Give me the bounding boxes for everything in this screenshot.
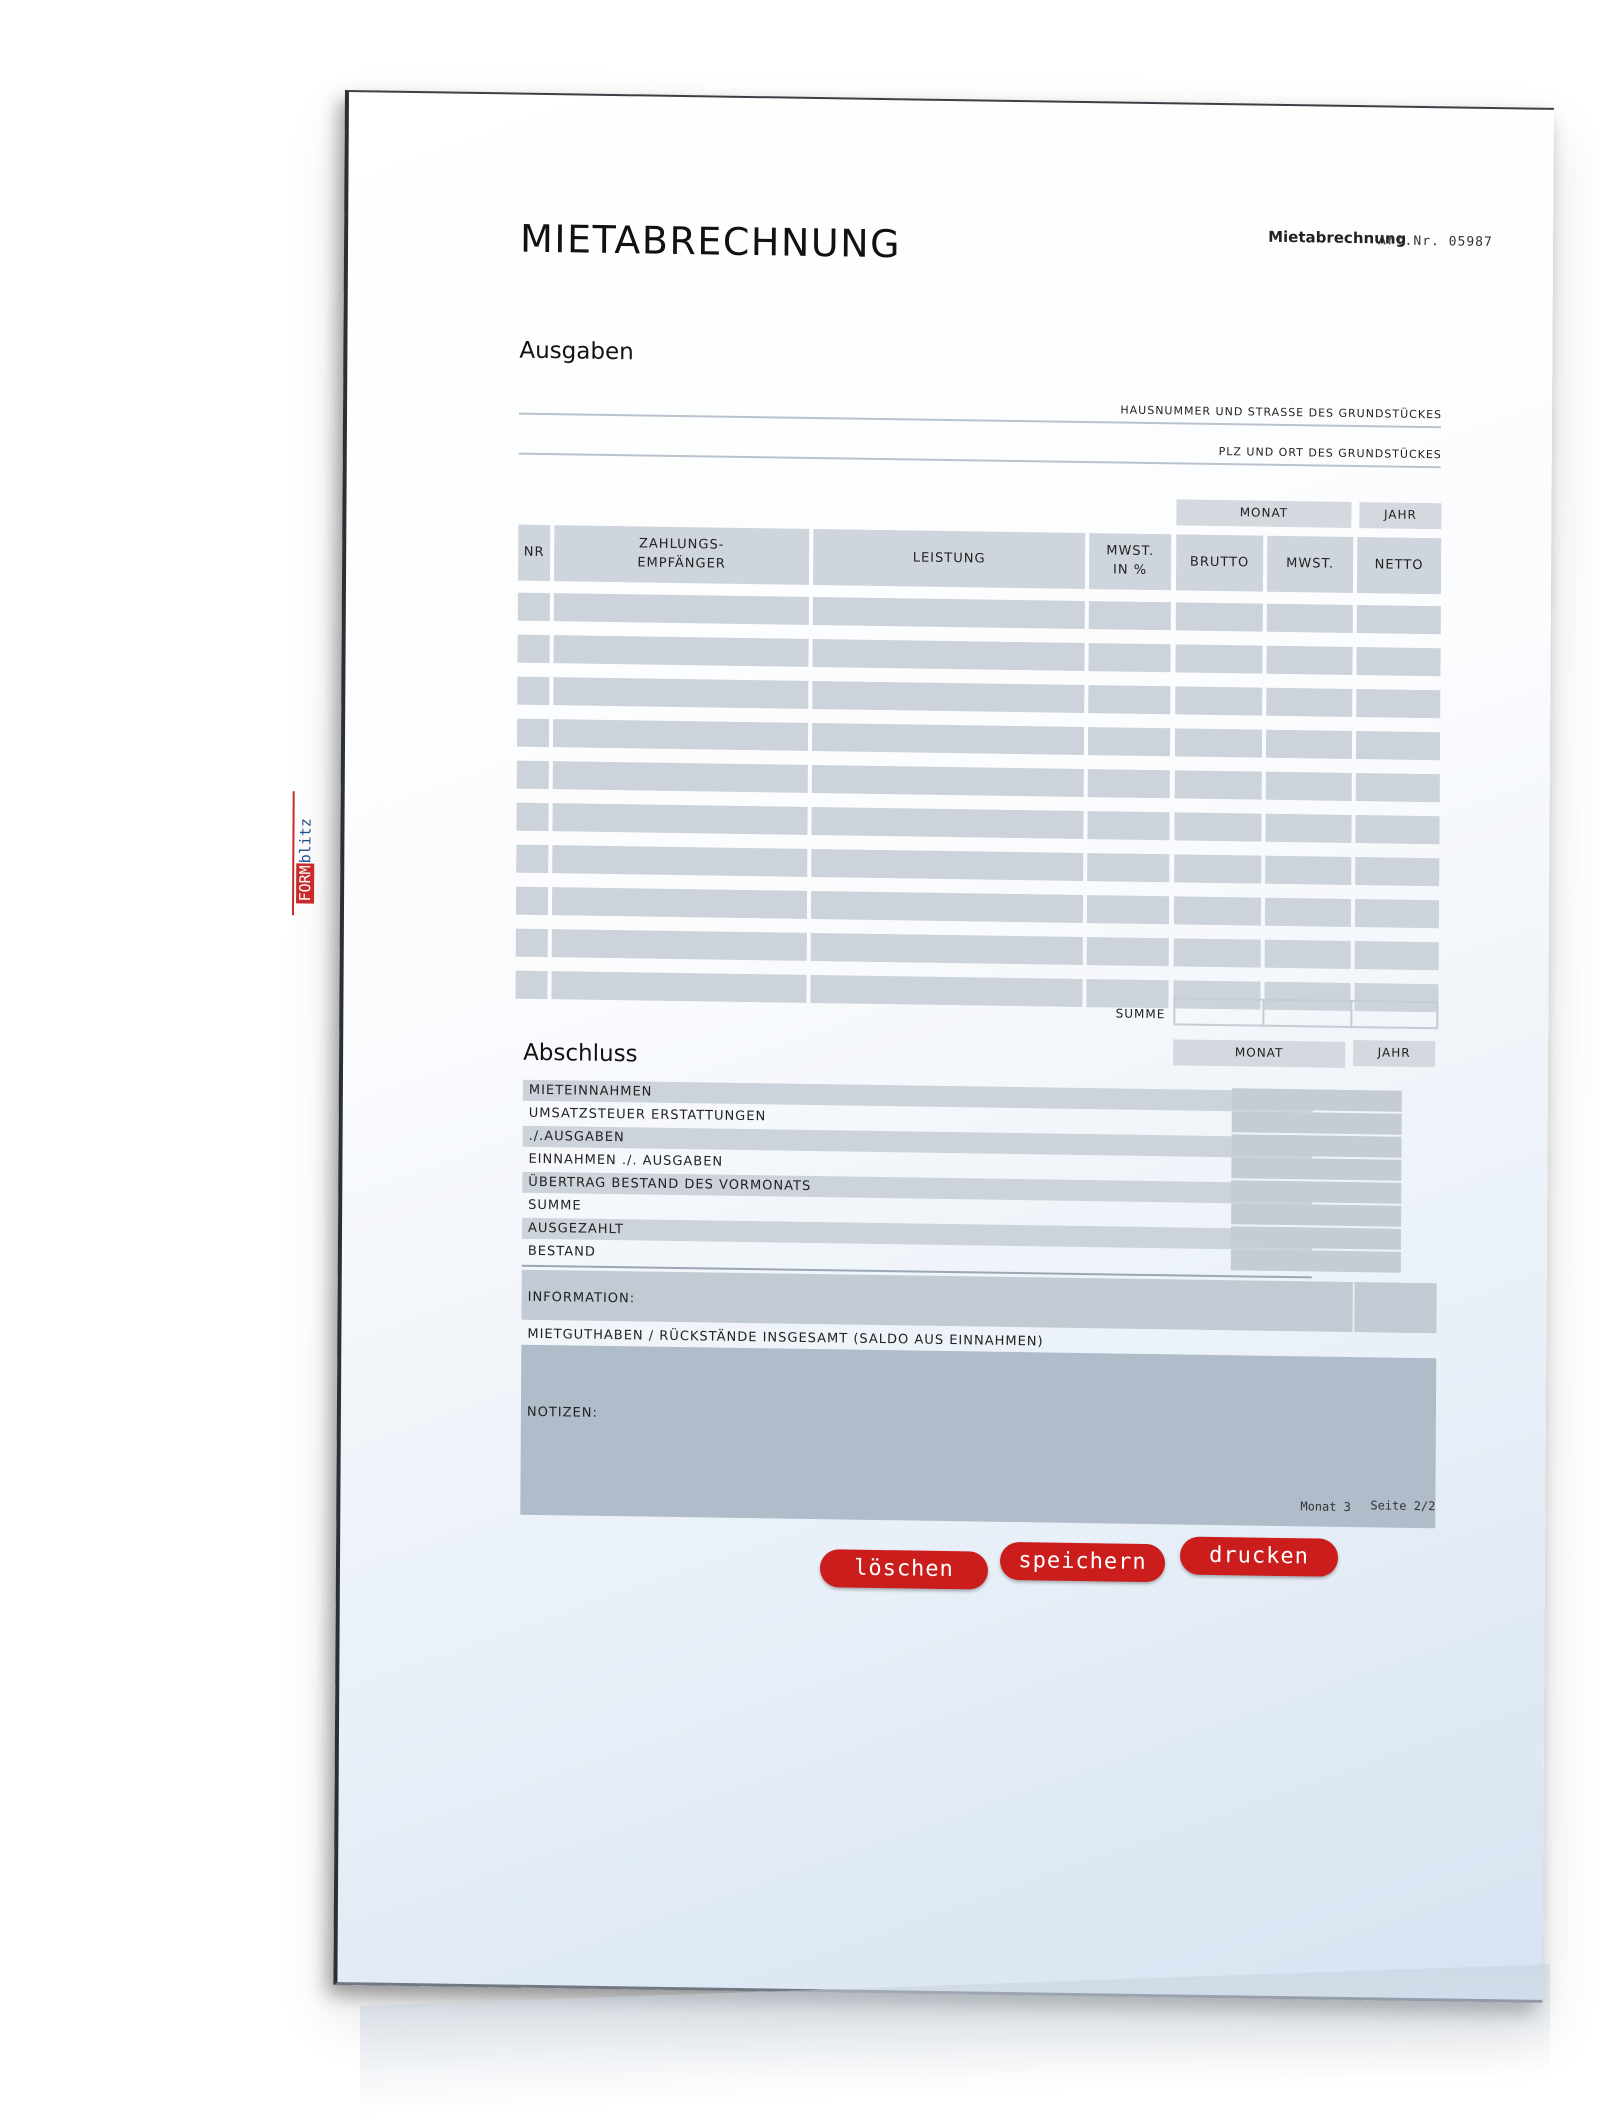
cell-mwst_pct[interactable]	[1087, 937, 1169, 966]
cell-leistung[interactable]	[811, 933, 1083, 965]
document-title: MIETABRECHNUNG	[519, 216, 902, 267]
cell-mwst[interactable]	[1265, 814, 1351, 843]
table-row	[349, 92, 1554, 110]
cell-nr[interactable]	[515, 971, 547, 999]
table-row	[349, 92, 1554, 110]
cell-nr[interactable]	[516, 887, 548, 915]
summary-row-label: EINNAHMEN ./. AUSGABEN	[528, 1151, 724, 1170]
expense-rows	[349, 92, 1554, 110]
summary-row-value[interactable]	[1231, 1226, 1401, 1250]
delete-button[interactable]: löschen	[820, 1549, 988, 1589]
summary-row-label: ./.AUSGABEN	[528, 1128, 625, 1146]
information-sublabel: MIETGUTHABEN / RÜCKSTÄNDE INSGESAMT (SALDO AUS EINNAHMEN)	[527, 1326, 1044, 1350]
cell-empfaenger[interactable]	[552, 803, 807, 835]
information-box[interactable]	[521, 1270, 1436, 1334]
cell-mwst_pct[interactable]	[1087, 895, 1169, 924]
address-city-label: PLZ UND ORT DES GRUNDSTÜCKES	[1218, 444, 1442, 462]
cell-brutto[interactable]	[1175, 770, 1262, 799]
cell-empfaenger[interactable]	[552, 887, 807, 919]
cell-nr[interactable]	[516, 845, 548, 873]
cell-mwst[interactable]	[1266, 688, 1352, 717]
address-street-label: HAUSNUMMER UND STRASSE DES GRUNDSTÜCKES	[1120, 403, 1443, 422]
column-header-mwst: MWST.	[1267, 536, 1353, 593]
print-button[interactable]: drucken	[1180, 1536, 1338, 1576]
summary-row-value[interactable]	[1231, 1180, 1401, 1204]
cell-brutto[interactable]	[1174, 854, 1261, 883]
article-number: Art.Nr. 05987	[1378, 233, 1493, 251]
abschluss-month-header: MONAT	[1173, 1039, 1345, 1068]
cell-empfaenger[interactable]	[553, 719, 808, 751]
summary-row-value[interactable]	[1231, 1157, 1401, 1181]
cell-mwst[interactable]	[1266, 730, 1352, 759]
cell-mwst_pct[interactable]	[1088, 643, 1170, 672]
table-row	[349, 92, 1554, 110]
cell-leistung[interactable]	[811, 849, 1083, 881]
cell-leistung[interactable]	[812, 765, 1084, 797]
table-row	[349, 92, 1554, 110]
cell-empfaenger[interactable]	[552, 929, 807, 961]
summary-row-label: UMSATZSTEUER ERSTATTUNGEN	[528, 1105, 767, 1125]
table-row	[349, 92, 1554, 110]
cell-mwst_pct[interactable]	[1086, 979, 1168, 1008]
cell-netto[interactable]	[1356, 731, 1440, 760]
cell-leistung[interactable]	[812, 723, 1084, 755]
cell-netto[interactable]	[1356, 773, 1440, 802]
cell-brutto[interactable]	[1174, 812, 1261, 841]
summary-row-label: AUSGEZAHLT	[528, 1220, 625, 1238]
cell-netto[interactable]	[1355, 857, 1439, 886]
cell-netto[interactable]	[1356, 689, 1440, 718]
column-header-mwst-pct: MWST. IN %	[1089, 533, 1171, 590]
ausgaben-heading: Ausgaben	[519, 337, 634, 366]
cell-leistung[interactable]	[811, 891, 1083, 923]
cell-leistung[interactable]	[811, 807, 1083, 839]
cell-empfaenger[interactable]	[552, 845, 807, 877]
cell-empfaenger[interactable]	[553, 677, 808, 709]
cell-netto[interactable]	[1356, 647, 1440, 676]
cell-nr[interactable]	[516, 929, 548, 957]
cell-brutto[interactable]	[1175, 728, 1262, 757]
cell-mwst_pct[interactable]	[1088, 769, 1170, 798]
cell-mwst[interactable]	[1265, 856, 1351, 885]
cell-empfaenger[interactable]	[554, 593, 809, 625]
cell-brutto[interactable]	[1174, 896, 1261, 925]
cell-brutto[interactable]	[1174, 938, 1261, 967]
cell-mwst_pct[interactable]	[1087, 811, 1169, 840]
summary-row-value[interactable]	[1232, 1088, 1402, 1112]
column-header-leistung: LEISTUNG	[813, 529, 1085, 589]
table-row	[349, 92, 1554, 110]
table-row	[349, 92, 1554, 110]
cell-mwst_pct[interactable]	[1088, 727, 1170, 756]
information-label: INFORMATION:	[527, 1289, 636, 1307]
cell-mwst[interactable]	[1265, 898, 1351, 927]
abschluss-heading: Abschluss	[523, 1039, 638, 1068]
cell-nr[interactable]	[517, 677, 549, 705]
table-row	[349, 92, 1554, 110]
column-header-netto: NETTO	[1357, 537, 1441, 594]
form-page	[296, 90, 1553, 2003]
cell-netto[interactable]	[1357, 605, 1441, 634]
cell-nr[interactable]	[517, 761, 549, 789]
summary-row-value[interactable]	[1232, 1134, 1402, 1158]
cell-leistung[interactable]	[813, 597, 1085, 629]
table-row	[349, 92, 1554, 110]
cell-mwst_pct[interactable]	[1087, 853, 1169, 882]
cell-netto[interactable]	[1355, 941, 1439, 970]
cell-nr[interactable]	[517, 719, 549, 747]
cell-mwst_pct[interactable]	[1089, 601, 1171, 630]
information-divider	[1352, 1282, 1354, 1332]
document-name: Mietabrechnung	[1268, 227, 1407, 248]
cell-brutto[interactable]	[1176, 602, 1263, 631]
notes-field[interactable]	[520, 1345, 1436, 1529]
cell-leistung[interactable]	[812, 639, 1084, 671]
formblitz-logo: FORMblitz	[296, 818, 315, 902]
cell-empfaenger[interactable]	[554, 635, 809, 667]
cell-mwst_pct[interactable]	[1088, 685, 1170, 714]
column-header-empfaenger: ZAHLUNGS- EMPFÄNGER	[554, 525, 809, 585]
cell-mwst[interactable]	[1266, 646, 1352, 675]
summary-row-value[interactable]	[1232, 1111, 1402, 1135]
cell-brutto[interactable]	[1175, 686, 1262, 715]
period-year-header[interactable]: JAHR	[1359, 502, 1441, 529]
cell-netto[interactable]	[1355, 899, 1439, 928]
cell-mwst[interactable]	[1265, 940, 1351, 969]
cell-empfaenger[interactable]	[551, 971, 806, 1003]
column-header-brutto: BRUTTO	[1176, 534, 1263, 591]
summary-row-label: SUMME	[528, 1197, 582, 1214]
table-row	[349, 92, 1554, 110]
cell-nr[interactable]	[518, 635, 550, 663]
abschluss-year-header: JAHR	[1353, 1040, 1435, 1067]
summary-row-value[interactable]	[1231, 1249, 1401, 1273]
summary-row-label: MIETEINNAHMEN	[528, 1082, 653, 1100]
save-button[interactable]: speichern	[1000, 1542, 1165, 1582]
column-header-nr: NR	[518, 525, 550, 581]
cell-nr[interactable]	[516, 803, 548, 831]
cell-mwst[interactable]	[1266, 772, 1352, 801]
notes-label: NOTIZEN:	[526, 1404, 598, 1421]
summe-divider	[1262, 1001, 1264, 1025]
footer-page: Seite 2/2	[1370, 1498, 1436, 1514]
summe-divider	[1350, 1002, 1352, 1026]
cell-leistung[interactable]	[810, 975, 1082, 1007]
cell-leistung[interactable]	[812, 681, 1084, 713]
footer-month: Monat 3	[1300, 1499, 1351, 1515]
summary-row-label: ÜBERTRAG BESTAND DES VORMONATS	[528, 1174, 812, 1194]
cell-netto[interactable]	[1355, 815, 1439, 844]
summary-row-label: BESTAND	[527, 1243, 596, 1260]
cell-empfaenger[interactable]	[553, 761, 808, 793]
cell-nr[interactable]	[518, 593, 550, 621]
cell-mwst[interactable]	[1267, 604, 1353, 633]
summe-label: SUMME	[1115, 1006, 1166, 1022]
period-month-header[interactable]: MONAT	[1176, 499, 1351, 528]
summe-total-fields[interactable]	[1173, 997, 1438, 1029]
cell-brutto[interactable]	[1175, 644, 1262, 673]
summary-row-value[interactable]	[1231, 1203, 1401, 1227]
